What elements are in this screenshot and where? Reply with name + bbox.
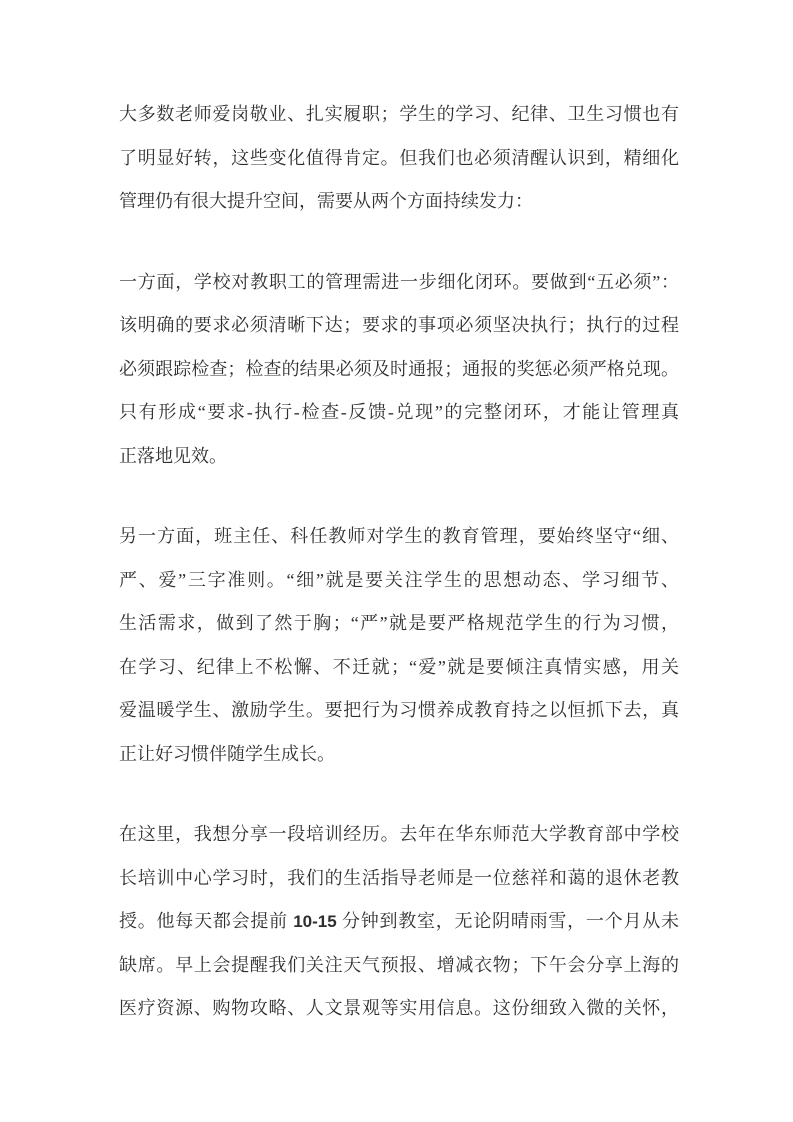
- text-line: 了明显好转，这些变化值得肯定。但我们也必须清醒认识到，精细化: [119, 147, 679, 168]
- text-line: 一方面，学校对教职工的管理需进一步细化闭环。要做到“五必须”：: [119, 271, 679, 292]
- text-line: 在学习、纪律上不松懈、不迁就；“爱”就是要倾注真情实感，用关: [119, 656, 679, 677]
- text-line: 严、爱”三字准则。“细”就是要关注学生的思想动态、学习细节、: [119, 569, 679, 590]
- document-text-block: [119, 93, 679, 1031]
- paragraph-2: [119, 261, 679, 479]
- paragraph-3: [119, 515, 679, 776]
- paragraph-1: [119, 93, 679, 224]
- text-line: 缺席。早上会提醒我们关注天气预报、增减衣物；下午会分享上海的: [119, 954, 679, 975]
- text-line: 爱温暖学生、激励学生。要把行为习惯养成教育持之以恒抓下去，真: [119, 700, 679, 720]
- text-line: 医疗资源、购物攻略、人文景观等实用信息。这份细致入微的关怀，: [119, 998, 679, 1018]
- paragraph-4: [119, 813, 679, 1031]
- text-line: 在这里，我想分享一段培训经历。去年在华东师范大学教育部中学校: [119, 824, 679, 844]
- text-line: 授。他每天都会提前 10-15 分钟到教室，无论阴晴雨雪，一个月从未: [119, 911, 679, 931]
- text-line: 正让好习惯伴随学生成长。: [119, 743, 335, 764]
- text-line: 该明确的要求必须清晰下达；要求的事项必须坚决执行；执行的过程: [119, 315, 679, 335]
- text-line: 另一方面，班主任、科任教师对学生的教育管理，要始终坚守“细、: [119, 526, 679, 546]
- latin-number: 10-15: [293, 912, 337, 931]
- text-line: 长培训中心学习时，我们的生活指导老师是一位慈祥和蔼的退休老教: [119, 867, 679, 888]
- text-line: 生活需求，做到了然于胸；“严”就是要严格规范学生的行为习惯，: [119, 613, 679, 633]
- text-line: 正落地见效。: [119, 445, 227, 466]
- text-line: 只有形成“要求-执行-检查-反馈-兑现”的完整闭环，才能让管理真: [119, 402, 679, 422]
- text-line: 必须跟踪检查；检查的结果必须及时通报；通报的奖惩必须严格兑现。: [119, 358, 679, 379]
- text-line: 大多数老师爱岗敬业、扎实履职；学生的学习、纪律、卫生习惯也有: [119, 104, 679, 124]
- text-line: 管理仍有很大提升空间，需要从两个方面持续发力：: [119, 191, 533, 211]
